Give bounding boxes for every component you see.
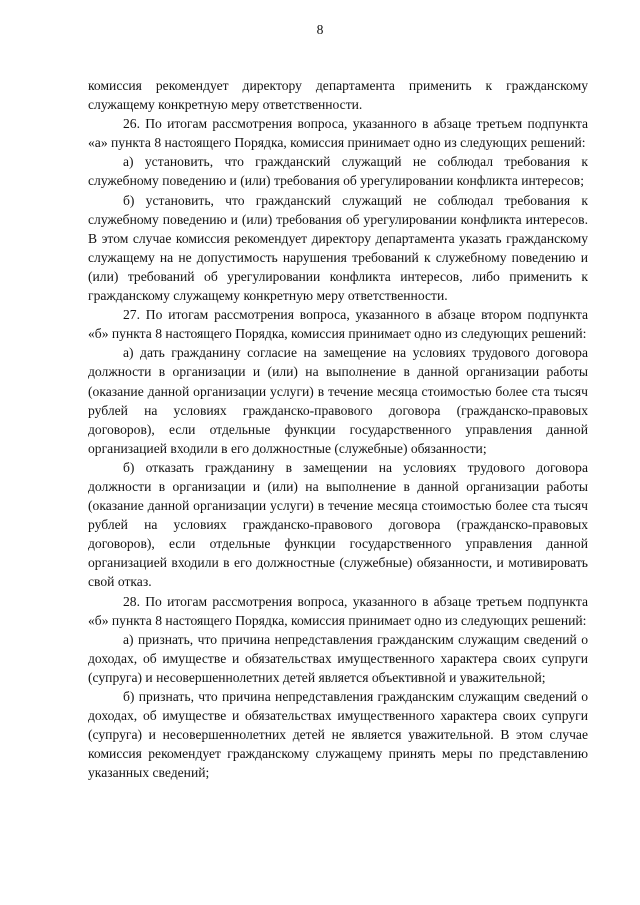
paragraph-28-a: а) признать, что причина непредставления гражданским служащим сведений о доходах, об имуществе и обязательствах имущественного характера своих супруги (супруга) и несовершеннолетних детей является объективной и уважительной; <box>88 631 588 685</box>
paragraph-item-28: 28. По итогам рассмотрения вопроса, указанного в абзаце третьем подпункта «б» пункта 8 настоящего Порядка, комиссия принимает одно из следующих решений: <box>88 593 588 628</box>
paragraph-item-27: 27. По итогам рассмотрения вопроса, указанного в абзаце втором подпункта «б» пункта 8 настоящего Порядка, комиссия принимает одно из следующих решений: <box>88 307 588 342</box>
paragraph-item-26: 26. По итогам рассмотрения вопроса, указанного в абзаце третьем подпункта «а» пункта 8 настоящего Порядка, комиссия принимает одно из следующих решений: <box>88 116 588 151</box>
paragraph-27-b: б) отказать гражданину в замещении на условиях трудового договора должности в организации и (или) на выполнение в данной организации работы (оказание данной организации услуги) в течение месяца стоимостью более ста тысяч рублей на условиях гражданско-правового договора (гражданско-правовых договоров), если отдельные функции государственного управления данной организацией входили в его должностные (служебные) обязанности, и мотивировать свой отказ. <box>88 459 588 590</box>
document-body <box>88 76 588 782</box>
paragraph-continuation: комиссия рекомендует директору департамента применить к гражданскому служащему конкретную меру ответственности. <box>88 78 588 113</box>
paragraph-28-b: б) признать, что причина непредставления гражданским служащим сведений о доходах, об имуществе и обязательствах имущественного характера своих супруги (супруга) и несовершеннолетних детей не является уважительной. В этом случае комиссия рекомендует гражданскому служащему принять меры по представлению указанных сведений; <box>88 689 588 781</box>
paragraph-26-a: а) установить, что гражданский служащий не соблюдал требования к служебному поведению и (или) требования об урегулировании конфликта интересов; <box>88 154 588 189</box>
page-number: 8 <box>316 22 324 37</box>
paragraph-27-a: а) дать гражданину согласие на замещение на условиях трудового договора должности в организации и (или) на выполнение в данной организации работы (оказание данной организации услуги) в течение месяца стоимостью более ста тысяч рублей на условиях гражданско-правового договора (гражданско-правовых договоров), если отдельные функции государственного управления данной организацией входили в его должностные (служебные) обязанности; <box>88 345 588 456</box>
paragraph-26-b: б) установить, что гражданский служащий не соблюдал требования к служебному поведению и (или) требования об урегулировании конфликта интересов. В этом случае комиссия рекомендует директору департамента указать гражданскому служащему на не допустимость нарушения требований к служебному поведению и (или) требований об урегулировании конфликта интересов, либо применить к гражданскому служащему конкретную меру ответственности. <box>88 192 588 304</box>
